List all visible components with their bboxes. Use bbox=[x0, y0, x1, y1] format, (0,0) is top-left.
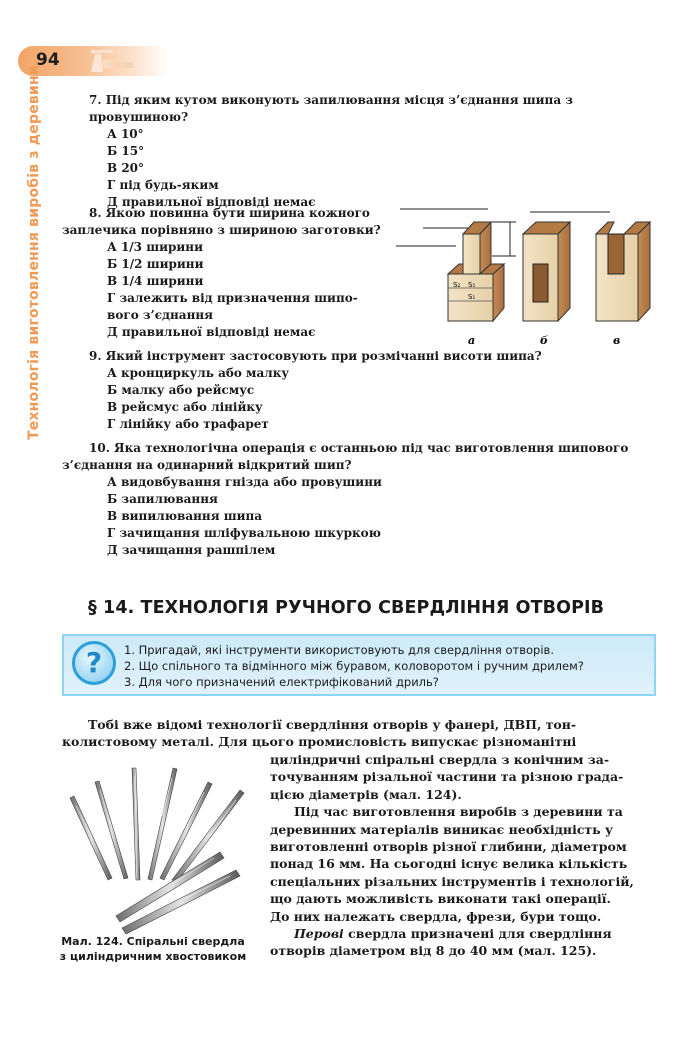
svg-text:S₁: S₁ bbox=[468, 281, 476, 289]
answer-option: А 1/3 ширини bbox=[107, 240, 203, 254]
answer-option: Д зачищання рашпілем bbox=[107, 543, 276, 557]
body-line: циліндричні спіральні свердла з конічним за- bbox=[270, 752, 610, 767]
body-line: що дають можливість виконати такі операції. bbox=[270, 891, 611, 907]
body-line: точуванням різальної частини та різною града- bbox=[270, 769, 624, 785]
question-9 bbox=[62, 348, 662, 433]
body-line: спеціальних різальних інструментів і технологій, bbox=[270, 873, 634, 889]
answer-option: Г зачищання шліфувальною шкуркою bbox=[107, 526, 381, 540]
body-line: Під час виготовлення виробів з деревини та bbox=[294, 804, 623, 820]
page-number: 94 bbox=[36, 50, 60, 70]
answer-option: Г лінійку або трафарет bbox=[107, 417, 269, 431]
answer-option: Б запилювання bbox=[107, 492, 218, 506]
review-question: 2. Що спільного та відмінного між буравом, коловоротом і ручним дрилем? bbox=[124, 659, 584, 673]
question-7 bbox=[62, 92, 662, 211]
question-stem-continued: з’єднання на одинарний відкритий шип? bbox=[62, 458, 352, 472]
svg-text:в: в bbox=[613, 334, 621, 346]
tenon-joint-figure bbox=[388, 196, 658, 346]
woodworker-logo-icon bbox=[85, 48, 135, 74]
question-stem: 9. Який інструмент застосовують при розмічанні висоти шипа? bbox=[89, 349, 542, 363]
svg-text:S₁: S₁ bbox=[468, 293, 476, 301]
body-paragraph-1 bbox=[62, 716, 656, 751]
review-questions-box bbox=[62, 634, 656, 696]
body-line: деревинних матеріалів виникає необхідність у bbox=[270, 821, 614, 837]
question-stem: 7. Під яким кутом виконують запилювання місця з’єднання шипа з провушиною? bbox=[89, 93, 573, 124]
body-line: колистовому металі. Для цього промисловість випускає різноманітні bbox=[62, 734, 577, 750]
review-question: 3. Для чого призначений електрифікований дриль? bbox=[124, 675, 439, 689]
question-stem-continued: заплечика порівняно з шириною заготовки? bbox=[62, 223, 381, 237]
answer-option: Б 1/2 ширини bbox=[107, 257, 204, 271]
question-stem: 8. Якою повинна бути ширина кожного bbox=[89, 206, 370, 220]
answer-option: вого з’єднання bbox=[107, 308, 214, 322]
italic-term: Перові bbox=[294, 926, 344, 942]
answer-option: Д правильної відповіді немає bbox=[107, 325, 316, 339]
answer-option: Г залежить від призначення шипо- bbox=[107, 291, 358, 305]
answer-option: Д правильної відповіді немає bbox=[107, 195, 316, 209]
answer-option: Г під будь-яким bbox=[107, 178, 219, 192]
answer-option: В 20° bbox=[107, 161, 145, 175]
body-right-column bbox=[270, 751, 656, 960]
answer-option: В випилювання шипа bbox=[107, 509, 263, 523]
answer-option: А кронциркуль або малку bbox=[107, 366, 290, 380]
body-line: виготовленні отворів різної глибини, діаметром bbox=[270, 839, 627, 855]
svg-text:б: б bbox=[540, 334, 548, 346]
svg-text:а: а bbox=[468, 334, 476, 346]
answer-option: Б 15° bbox=[107, 144, 145, 158]
figure-caption: Мал. 124. Спіральні свердла з циліндричним хвостовиком bbox=[59, 935, 247, 963]
body-line: отворів діаметром від 8 до 40 мм (мал. 125). bbox=[270, 943, 597, 959]
body-line: Тобі вже відомі технології свердління отворів у фанері, ДВП, тон- bbox=[88, 717, 577, 732]
question-stem: 10. Яка технологічна операція є останньою під час виготовлення шипового bbox=[89, 441, 629, 455]
answer-option: Б малку або рейсмус bbox=[107, 383, 255, 397]
answer-option: А 10° bbox=[107, 127, 144, 141]
review-question: 1. Пригадай, які інструменти використовують для свердління отворів. bbox=[124, 643, 554, 657]
svg-text:S₂: S₂ bbox=[453, 281, 461, 289]
answer-option: А видовбування гнізда або провушини bbox=[107, 475, 382, 489]
answer-option: В 1/4 ширини bbox=[107, 274, 204, 288]
section-title: § 14. ТЕХНОЛОГІЯ РУЧНОГО СВЕРДЛІННЯ ОТВОРІВ bbox=[88, 598, 605, 618]
side-chapter-title: Технологія виготовлення виробів з деревини bbox=[26, 65, 42, 440]
question-mark-icon: ? bbox=[72, 641, 116, 685]
body-line: понад 16 мм. На сьогодні існує велика кількість bbox=[270, 856, 628, 872]
spiral-drills-figure bbox=[60, 760, 250, 935]
question-8 bbox=[62, 205, 382, 341]
question-10 bbox=[62, 440, 662, 559]
answer-option: В рейсмус або лінійку bbox=[107, 400, 263, 414]
body-line: цією діаметрів (мал. 124). bbox=[270, 786, 462, 802]
body-line: До них належать свердла, фрези, бури тощо. bbox=[270, 908, 602, 924]
body-line: Перові свердла призначені для свердління bbox=[294, 926, 612, 942]
